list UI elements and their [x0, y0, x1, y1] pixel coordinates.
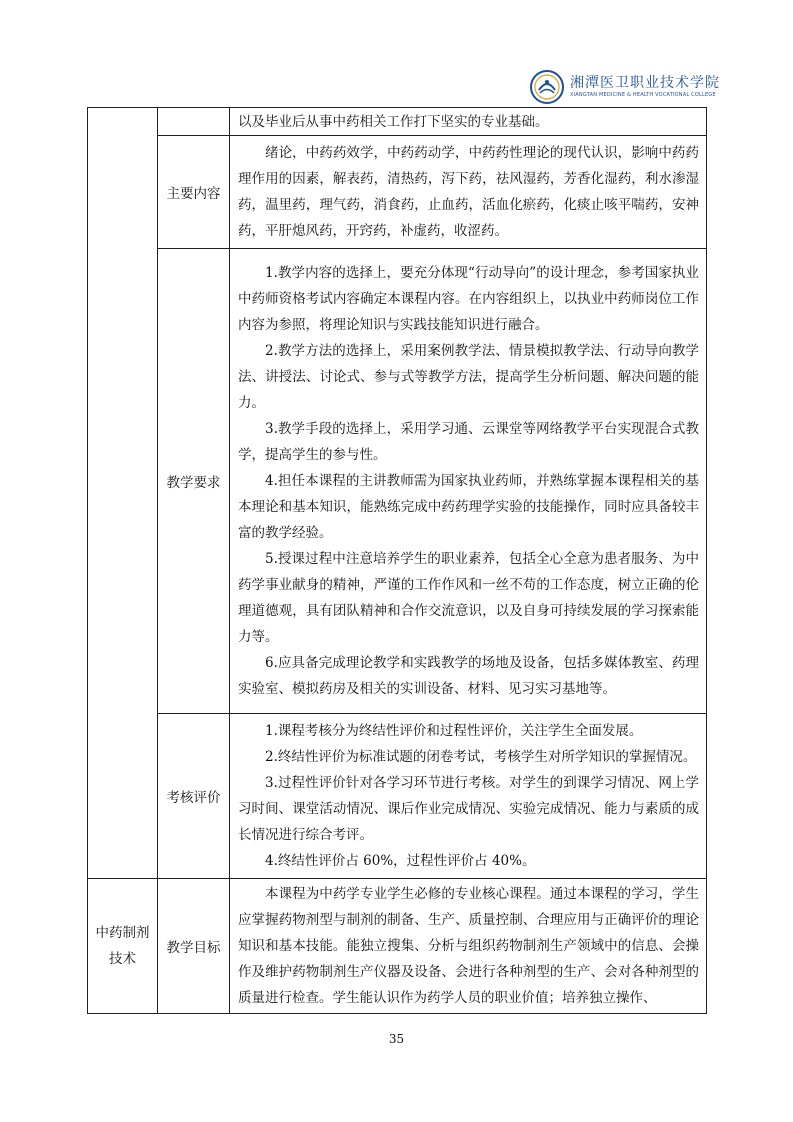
table-row: [88, 714, 707, 879]
assessment-item: 3.过程性评价针对各学习环节进行考核。对学生的到课学习情况、网上学习时间、课堂活动情况、课后作业完成情况、实验完成情况、能力与素质的成长情况进行综合考评。: [238, 775, 699, 843]
row-label-assessment: 考核评价: [158, 714, 230, 879]
row-label-cell: [158, 108, 230, 136]
assessment-item: 1.课程考核分为终结性评价和过程性评价，关注学生全面发展。: [265, 723, 643, 739]
table-row: [88, 879, 707, 1014]
assessment-item: 2.终结性评价为标准试题的闭卷考试，考核学生对所学知识的掌握情况。: [265, 749, 697, 765]
teaching-req-item: 6.应具备完成理论教学和实践教学的场地及设备，包括多媒体教室、药理实验室、模拟药房及相关的实训设备、材料、见习实习基地等。: [238, 655, 699, 697]
continuation-text: 以及毕业后从事中药相关工作打下坚实的专业基础。: [238, 113, 549, 130]
row-content-cell: [230, 714, 707, 879]
teaching-req-item: 4.担任本课程的主讲教师需为国家执业药师，并熟练掌握本课程相关的基本理论和基本知识，能熟练完成中药药理学实验的技能操作，同时应具备较丰富的教学经验。: [238, 473, 699, 541]
school-emblem-icon: [530, 70, 564, 104]
row-label-teaching-req: 教学要求: [158, 249, 230, 714]
row-content-cell: [230, 879, 707, 1014]
row-content-cell: [230, 108, 707, 136]
row-label-teaching-goal: 教学目标: [158, 879, 230, 1014]
assessment-item: 4.终结性评价占 60%，过程性评价占 40%。: [265, 853, 536, 869]
teaching-goal-text: 本课程为中药学专业学生必修的专业核心课程。通过本课程的学习，学生应掌握药物剂型与制剂的制备、生产、质量控制、合理应用与正确评价的理论知识和基本技能。能独立搜集、分析与组织药物制剂生产领域中的信息、会操作及维护药物制剂生产仪器及设备、会进行各种剂型的生产、会对各种剂型的质量进行检查。学生能认识作为药学人员的职业价值；培养独立操作、: [238, 886, 699, 1006]
table-row: [88, 108, 707, 136]
course-name-cell: [88, 108, 158, 879]
table-row: [88, 249, 707, 714]
row-content-cell: [230, 136, 707, 249]
course-table: [87, 107, 707, 1014]
teaching-req-item: 3.教学手段的选择上，采用学习通、云课堂等网络教学平台实现混合式教学，提高学生的参与性。: [238, 421, 699, 463]
row-content-cell: [230, 249, 707, 714]
teaching-req-item: 2.教学方法的选择上，采用案例教学法、情景模拟教学法、行动导向教学法、讲授法、讨论式、参与式等教学方法，提高学生分析问题、解决问题的能力。: [238, 343, 699, 411]
school-name-en: XIANGTAN MEDICINE & HEALTH VOCATIONAL COLLEGE: [570, 92, 716, 98]
school-name: 湘潭医卫职业技术学院: [570, 75, 720, 91]
row-label-main-content: 主要内容: [158, 136, 230, 249]
teaching-req-item: 5.授课过程中注意培养学生的职业素养，包括全心全意为患者服务、为中药学事业献身的精神，严谨的工作作风和一丝不苟的工作态度，树立正确的伦理道德观，具有团队精神和合作交流意识，以及自身可持续发展的学习探索能力等。: [238, 551, 699, 645]
main-content-text: 绪论，中药药效学，中药药动学，中药药性理论的现代认识，影响中药药理作用的因素，解表药，清热药，泻下药，祛风湿药，芳香化湿药，利水渗湿药，温里药，理气药，消食药，止血药，活血化瘀药，化痰止咳平喘药，安神药，平肝熄风药，开窍药，补虚药，收涩药。: [238, 145, 699, 239]
page-number: 35: [388, 1032, 405, 1046]
teaching-req-item: 1.教学内容的选择上，要充分体现“行动导向”的设计理念，参考国家执业中药师资格考试内容确定本课程内容。在内容组织上，以执业中药师岗位工作内容为参照，将理论知识与实践技能知识进行融合。: [238, 265, 699, 333]
course-name-zhongyao-zhiji: 中药制剂 技术: [88, 879, 158, 1014]
table-row: [88, 136, 707, 249]
school-logo: [530, 70, 720, 106]
